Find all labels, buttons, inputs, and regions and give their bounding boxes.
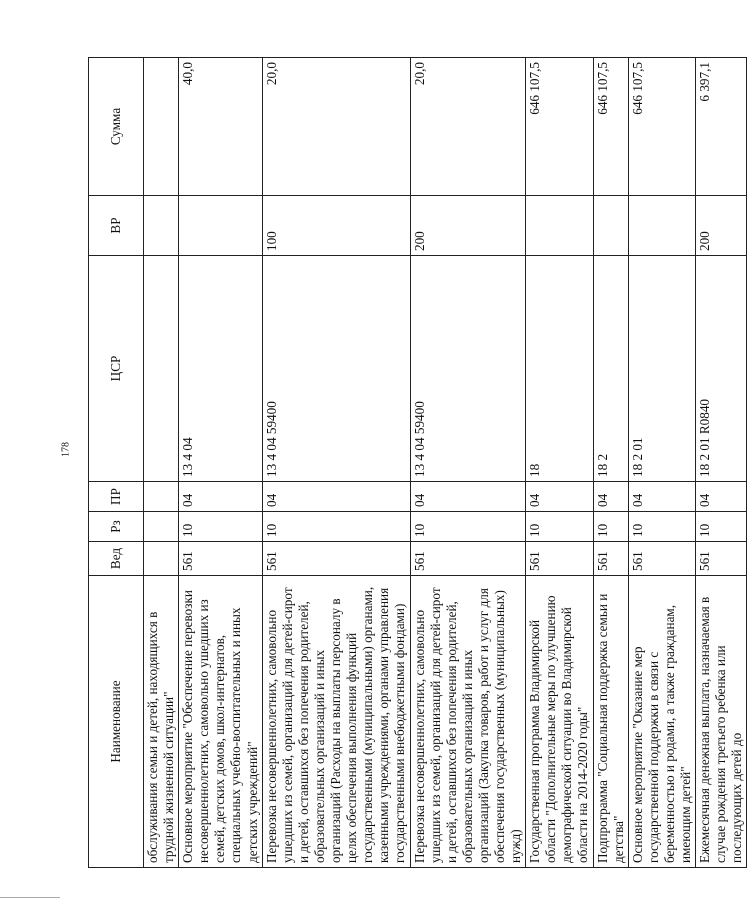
row-name: Основное мероприятие "Обеспечение перевозки несовершеннолетних, самовольно ушедших из семей, детских домов, школ-интернатов, специальных учебно-воспитательных и иных детских учреждений" [179, 576, 262, 868]
row-sum: 646 107,5 [628, 58, 695, 196]
row-rz: 10 [526, 512, 593, 542]
row-ved: 561 [593, 542, 628, 576]
table-row [262, 58, 410, 868]
table-row [593, 58, 628, 868]
row-vr: 200 [696, 196, 747, 256]
row-vr: 200 [410, 196, 526, 256]
row-name: Подпрограмма "Социальная поддержка семьи и детства" [593, 576, 628, 868]
row-rz: 10 [179, 512, 262, 542]
row-csr [144, 256, 179, 482]
row-ved: 561 [179, 542, 262, 576]
row-rz: 10 [410, 512, 526, 542]
row-sum [144, 58, 179, 196]
row-name: Ежемесячная денежная выплата, назначаемая в случае рождения третьего ребенка или последующих детей до [696, 576, 747, 868]
header-vr: ВР [89, 196, 144, 256]
header-name: Наименование [89, 576, 144, 868]
row-name: обслуживания семьи и детей, находящихся в трудной жизненной ситуации" [144, 576, 179, 868]
row-pr: 04 [593, 482, 628, 512]
scan-edge-line [0, 897, 60, 898]
header-ved: Вед [89, 542, 144, 576]
row-pr: 04 [262, 482, 410, 512]
row-csr: 18 2 01 R0840 [696, 256, 747, 482]
row-vr [593, 196, 628, 256]
row-csr: 13 4 04 59400 [410, 256, 526, 482]
row-pr: 04 [179, 482, 262, 512]
row-name: Перевозка несовершеннолетних, самовольно ушедших из семей, организаций для детей-сирот и детей, оставшихся без попечения родителей, образовательных организаций и иных организаций (Закупка товаров, работ и услуг для обеспечения государственных (муниципальных) нужд) [410, 576, 526, 868]
budget-table [88, 57, 747, 868]
row-ved: 561 [628, 542, 695, 576]
row-csr: 18 2 [593, 256, 628, 482]
row-sum: 646 107,5 [593, 58, 628, 196]
table-row [696, 58, 747, 868]
row-rz: 10 [262, 512, 410, 542]
table-header-row [89, 58, 144, 868]
row-vr [526, 196, 593, 256]
row-ved [144, 542, 179, 576]
header-csr: ЦСР [89, 256, 144, 482]
row-sum: 20,0 [262, 58, 410, 196]
row-vr [628, 196, 695, 256]
table-row [410, 58, 526, 868]
row-csr: 13 4 04 [179, 256, 262, 482]
row-sum: 6 397,1 [696, 58, 747, 196]
row-pr: 04 [526, 482, 593, 512]
row-csr: 18 [526, 256, 593, 482]
table-row [526, 58, 593, 868]
row-vr [144, 196, 179, 256]
row-sum: 646 107,5 [526, 58, 593, 196]
table-row [628, 58, 695, 868]
row-rz [144, 512, 179, 542]
row-name: Перевозка несовершеннолетних, самовольно ушедших из семей, организаций для детей-сирот и детей, оставшихся без попечения родителей, образовательных организаций и иных организаций (Расходы на выплаты персоналу в целях обеспечения выполнения функций государственными (муниципальными) органами, казенными учреждениями, органами управления государственными внебюджетными фондами) [262, 576, 410, 868]
row-csr: 18 2 01 [628, 256, 695, 482]
row-rz: 10 [593, 512, 628, 542]
row-pr: 04 [696, 482, 747, 512]
row-ved: 561 [410, 542, 526, 576]
row-sum: 40,0 [179, 58, 262, 196]
row-name: Основное мероприятие "Оказание мер государственной поддержки в связи с беременностью и родами, а также гражданам, имеющим детей" [628, 576, 695, 868]
row-pr: 04 [410, 482, 526, 512]
row-csr: 13 4 04 59400 [262, 256, 410, 482]
row-pr [144, 482, 179, 512]
row-pr: 04 [628, 482, 695, 512]
row-vr [179, 196, 262, 256]
row-vr: 100 [262, 196, 410, 256]
header-rz: Рз [89, 512, 144, 542]
row-rz: 10 [696, 512, 747, 542]
budget-table-rotated [88, 58, 745, 868]
header-pr: ПР [89, 482, 144, 512]
page-number: 178 [60, 442, 72, 457]
row-name: Государственная программа Владимирской области "Дополнительные меры по улучшению демографической ситуации во Владимирской области на 2014-2020 годы" [526, 576, 593, 868]
header-sum: Сумма [89, 58, 144, 196]
row-ved: 561 [696, 542, 747, 576]
row-ved: 561 [262, 542, 410, 576]
row-sum: 20,0 [410, 58, 526, 196]
table-row [179, 58, 262, 868]
table-row [144, 58, 179, 868]
row-ved: 561 [526, 542, 593, 576]
row-rz: 10 [628, 512, 695, 542]
